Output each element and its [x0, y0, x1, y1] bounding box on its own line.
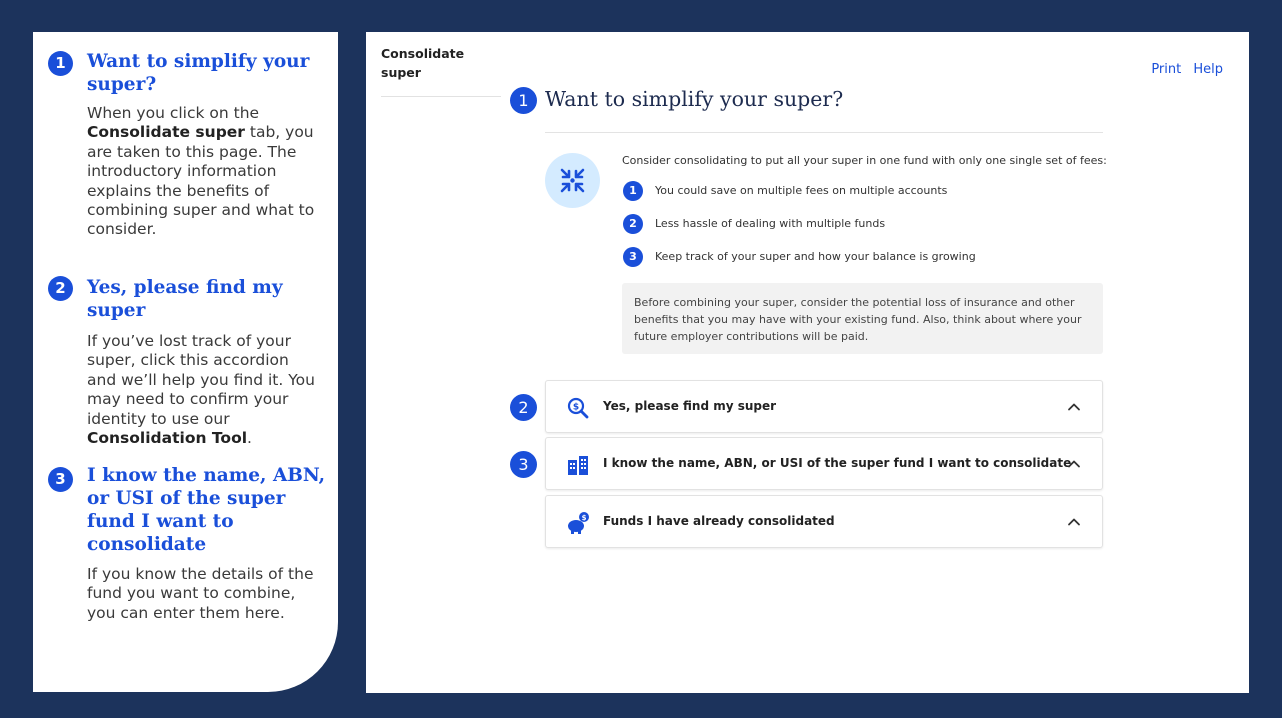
accordion-find-my-super[interactable]: [545, 380, 1103, 433]
chevron-up-icon[interactable]: [1066, 456, 1082, 472]
title-divider: [545, 132, 1103, 133]
guide-step-body: If you know the details of the fund you want to combine, you can enter them here.: [87, 565, 314, 622]
building-icon: [566, 453, 590, 477]
benefit-number: 2: [623, 214, 643, 234]
insurance-notice: Before combining your super, consider the potential loss of insurance and other benefits that you may have with your existing fund. Also, think about where your future employer contributions will be paid.: [622, 283, 1103, 354]
guide-step-title: Yes, please find my super: [87, 277, 283, 321]
callout-marker-2: 2: [510, 394, 537, 421]
benefit-text: You could save on multiple fees on multiple accounts: [655, 184, 948, 197]
accordion-known-fund[interactable]: [545, 437, 1103, 490]
chevron-up-icon[interactable]: [1066, 399, 1082, 415]
chevron-up-icon[interactable]: [1066, 514, 1082, 530]
help-link[interactable]: Help: [1193, 62, 1223, 77]
callout-marker-3: 3: [510, 451, 537, 478]
benefit-number: 3: [623, 247, 643, 267]
guide-step-number: 2: [48, 276, 73, 301]
accordion-label: I know the name, ABN, or USI of the super fund I want to consolidate: [603, 456, 1072, 470]
intro-text: Consider consolidating to put all your super in one fund with only one single set of fees:: [622, 154, 1107, 167]
top-links: [1143, 62, 1223, 77]
search-dollar-icon: [566, 396, 590, 420]
guide-step-title: Want to simplify your super?: [87, 51, 310, 95]
nav-item-consolidate-super[interactable]: Consolidate super: [381, 46, 465, 80]
accordion-label: Yes, please find my super: [603, 399, 777, 413]
guide-step-number: 1: [48, 51, 73, 76]
consolidate-arrows-icon: [545, 153, 600, 208]
svg-text:$: $: [572, 402, 580, 413]
benefit-text: Keep track of your super and how your balance is growing: [655, 250, 976, 263]
benefit-number: 1: [623, 181, 643, 201]
svg-text:$: $: [581, 514, 587, 522]
page-title: Want to simplify your super?: [545, 87, 844, 111]
piggy-bank-icon: [566, 511, 590, 535]
guide-step-number: 3: [48, 467, 73, 492]
guide-panel: [33, 32, 338, 692]
guide-step-title: I know the name, ABN, or USI of the super fund I want to consolidate: [87, 465, 326, 555]
print-link[interactable]: Print: [1151, 62, 1182, 77]
guide-step-body: When you click on the Consolidate super tab, you are taken to this page. The introductory information explains the benefits of combining super and what to consider.: [87, 104, 315, 239]
guide-step-body: If you’ve lost track of your super, click this accordion and we’ll help you find it. You may need to confirm your identity to use our Consolidation Tool.: [87, 332, 315, 448]
callout-marker-1: 1: [510, 87, 537, 114]
accordion-consolidated-funds[interactable]: [545, 495, 1103, 548]
benefit-text: Less hassle of dealing with multiple funds: [655, 217, 886, 230]
consolidate-screen: [366, 32, 1249, 693]
accordion-label: Funds I have already consolidated: [603, 514, 835, 528]
nav-divider: [381, 96, 501, 97]
